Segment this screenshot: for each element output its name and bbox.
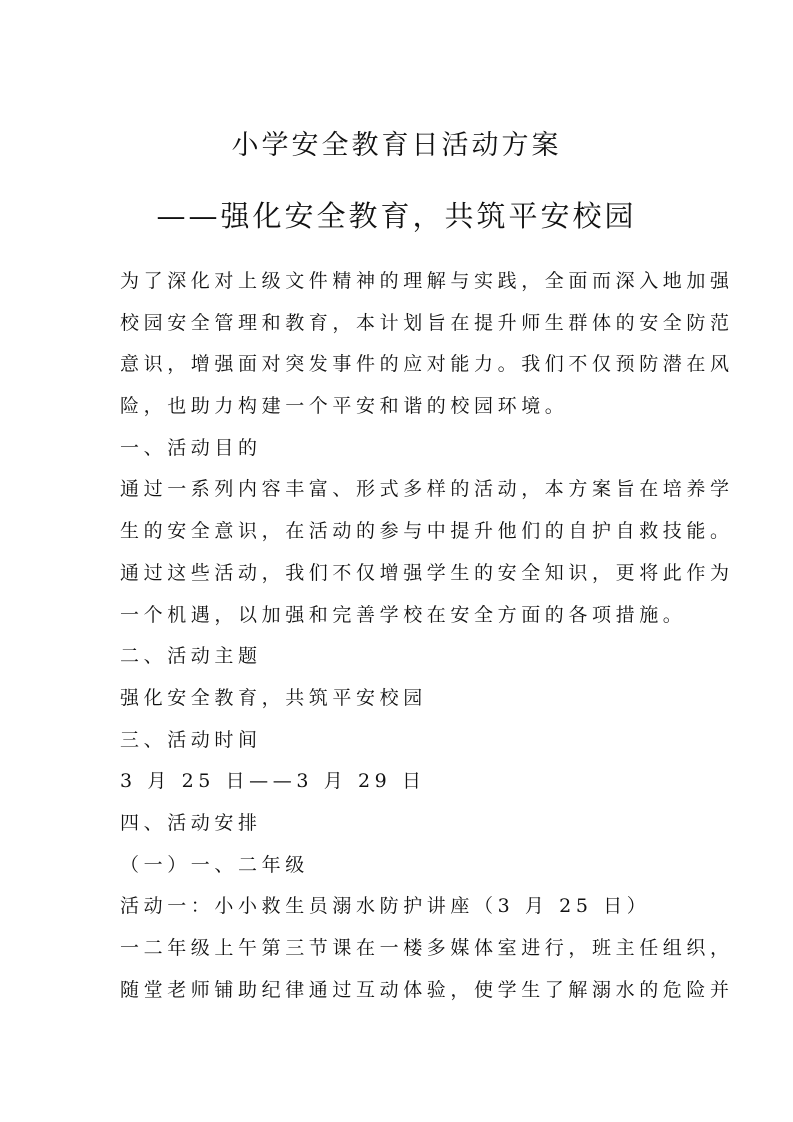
section-heading-schedule: 四、活动安排 xyxy=(120,811,262,834)
document-title: 小学安全教育日活动方案 xyxy=(231,130,562,161)
activity-heading: 活动一：小小救生员溺水防护讲座（3 月 25 日） xyxy=(120,895,651,918)
time-line: 3 月 25 日——3 月 29 日 xyxy=(120,770,426,793)
intro-line: 意识，增强面对突发事件的应对能力。我们不仅预防潜在风 xyxy=(120,353,734,376)
section-heading-purpose: 一、活动目的 xyxy=(120,436,262,459)
document-subtitle: ——强化安全教育，共筑平安校园 xyxy=(156,199,637,233)
intro-line: 校园安全管理和教育，本计划旨在提升师生群体的安全防范 xyxy=(120,311,734,334)
subsection-heading-grade12: （一）一、二年级 xyxy=(120,853,309,876)
intro-line: 险，也助力构建一个平安和谐的校园环境。 xyxy=(120,395,569,418)
section-heading-theme: 二、活动主题 xyxy=(120,645,262,668)
purpose-line: 一个机遇，以加强和完善学校在安全方面的各项措施。 xyxy=(120,603,687,626)
purpose-line: 生的安全意识，在活动的参与中提升他们的自护自救技能。 xyxy=(120,520,734,543)
purpose-line: 通过一系列内容丰富、形式多样的活动，本方案旨在培养学 xyxy=(120,478,734,501)
purpose-line: 通过这些活动，我们不仅增强学生的安全知识，更将此作为 xyxy=(120,561,734,584)
section-heading-time: 三、活动时间 xyxy=(120,728,262,751)
document-body xyxy=(120,261,734,1011)
theme-line: 强化安全教育，共筑平安校园 xyxy=(120,686,427,709)
activity-line: 随堂老师铺助纪律通过互动体验，使学生了解溺水的危险并 xyxy=(120,978,734,1001)
intro-line: 为了深化对上级文件精神的理解与实践，全面而深入地加强 xyxy=(120,270,734,292)
activity-line: 一二年级上午第三节课在一楼多媒体室进行，班主任组织， xyxy=(120,937,734,959)
